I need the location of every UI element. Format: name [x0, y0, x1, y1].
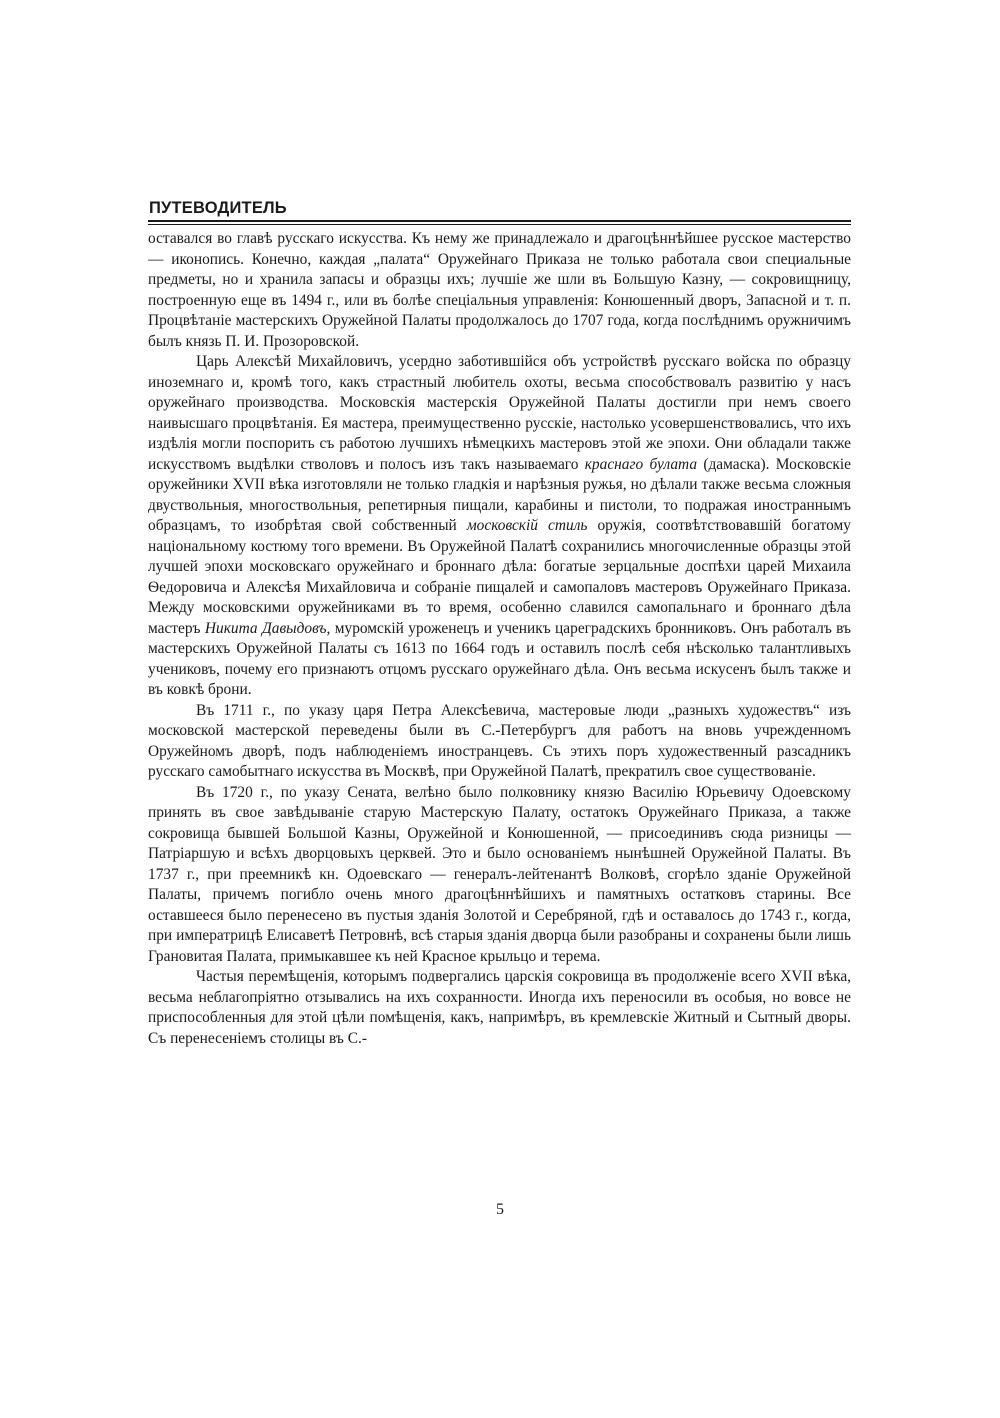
- paragraph-2-part-3: оружія, соотвѣтствовавшій богатому національному костюму того времени. Въ Оружейной Палатѣ сохранились многочисленные образцы этой лучшей эпохи московскаго оружейнаго и броннаго дѣла: богатые зерцальные доспѣхи царей Михаила Ѳедоровича и Алексѣя Михайловича и собраніе пищалей и самопаловъ мастеровъ Оружейнаго Приказа. Между московскими оружейниками въ то время, особенно славился самопальнаго и броннаго дѣла мастеръ: [148, 517, 851, 637]
- paragraph-2-part-2: (дамаска). Московскіе оружейники XVII вѣка изготовляли не только гладкія и нарѣзныя ружья, но дѣлали также весьма сложныя двуствольныя, многоствольныя, репетирныя пищали, карабины и пистоли, то подражая иностраннымъ образцамъ, то изобрѣтая свой собственный: [148, 455, 851, 534]
- italic-krasnago-bulata: краснаго булата: [584, 455, 698, 473]
- paragraph-2: [148, 352, 851, 701]
- header-rule-thick: [148, 220, 851, 222]
- italic-nikita-davydov: Никита Давыдовъ,: [204, 619, 331, 637]
- paragraph-4: Въ 1720 г., по указу Сената, велѣно было полковнику князю Василію Юрьевичу Одоевскому принять въ свое завѣдываніе старую Мастерскую Палату, остатокъ Оружейнаго Приказа, а также сокровища бывшей Большой Казны, Оружейной и Конюшенной, — присоединивъ сюда ризницы — Патріаршую и всѣхъ дворцовыхъ церквей. Это и было основаніемъ нынѣшней Оружейной Палаты. Въ 1737 г., при преемникѣ кн. Одоевскаго — генералъ-лейтенантѣ Волковѣ, сгорѣло зданіе Оружейной Палаты, причемъ погибло очень много драгоцѣннѣйшихъ и памятныхъ остатковъ старины. Все оставшееся было перенесено въ пустыя зданія Золотой и Серебряной, гдѣ и оставалось до 1743 г., когда, при императрицѣ Елисаветѣ Петровнѣ, всѣ старыя зданія дворца были разобраны и сохранены были лишь Грановитая Палата, примыкавшее къ ней Красное крыльцо и терема.: [148, 783, 851, 965]
- paragraph-1: оставался во главѣ русскаго искусства. Къ нему же принадлежало и драгоцѣннѣйшее русское мастерство — иконопись. Конечно, каждая „палата“ Оружейнаго Приказа не только работала свои специальные предметы, но и хранила запасы и образцы ихъ; лучшіе же шли въ Большую Казну, — сокровищницу, построенную еще въ 1494 г., или въ болѣе спеціальныя управленія: Конюшенный дворъ, Запасной и т. п. Процвѣтаніе мастерскихъ Оружейной Палаты продолжалось до 1707 года, когда послѣднимъ оружничимъ былъ князь П. И. Прозоровской.: [148, 230, 851, 350]
- page-content: [148, 198, 851, 1049]
- paragraph-2-part-1: Царь Алексѣй Михайловичъ, усердно заботившійся объ устройствѣ русскаго войска по образцу иноземнаго и, кромѣ того, какъ страстный любитель охоты, весьма способствовалъ развитію у насъ оружейнаго производства. Московскія мастерскія Оружейной Палаты достигли при немъ своего наивысшаго процвѣтанія. Ея мастера, преимущественно русскіе, настолько усовершенствовались, что ихъ издѣлія могли поспорить съ работою лучшихъ нѣмецкихъ мастеровъ этой же эпохи. Они обладали также искусствомъ выдѣлки стволовъ и полосъ изъ такъ называемаго: [148, 353, 851, 473]
- header-rule-thin: [148, 224, 851, 225]
- body-text: [148, 229, 851, 1049]
- paragraph-3: Въ 1711 г., по указу царя Петра Алексѣевича, мастеровые люди „разныхъ художествъ“ изъ московской мастерской переведены были въ С.-Петербургъ для работъ на вновь учрежденномъ Оружейномъ дворѣ, подъ наблюденіемъ иностранцевъ. Съ этихъ поръ художественный разсадникъ русскаго самобытнаго искусства въ Москвѣ, при Оружейной Палатѣ, прекратилъ свое существованіе.: [148, 701, 851, 780]
- running-header-title: ПУТЕВОДИТЕЛЬ: [149, 199, 287, 217]
- page-number: 5: [496, 1201, 504, 1218]
- italic-moskovskiy-stil: московскій стиль: [466, 517, 588, 534]
- paragraph-5: Частыя перемѣщенія, которымъ подвергались царскія сокровища въ продолженіе всего XVII вѣка, весьма неблагопріятно отзывались на ихъ сохранности. Иногда ихъ переносили въ особыя, но вовсе не приспособленныя для этой цѣли помѣщенія, какъ, напримѣръ, въ кремлевскіе Житный и Сытный дворы. Съ перенесеніемъ столицы въ С.-: [148, 968, 851, 1047]
- paragraph-2-part-4: муромскій уроженецъ и ученикъ цареградскихъ бронниковъ. Онъ работалъ въ мастерскихъ Оружейной Палаты съ 1613 по 1664 годъ и оставилъ послѣ себя нѣсколько талантливыхъ учениковъ, почему его признаютъ отцомъ русскаго оружейнаго дѣла. Онъ весьма искусенъ былъ также и въ ковкѣ брони.: [148, 619, 852, 698]
